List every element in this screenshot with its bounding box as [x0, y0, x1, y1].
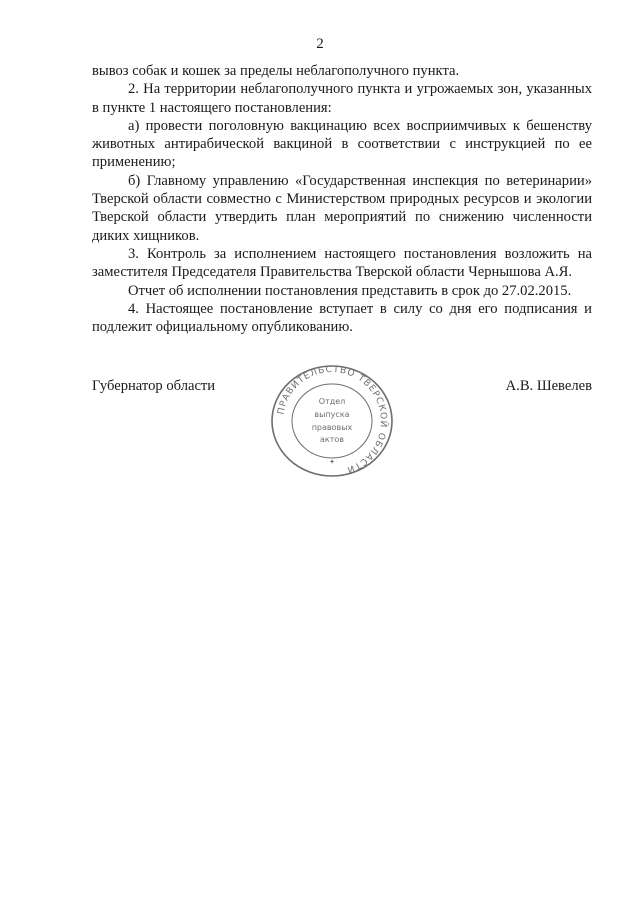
- stamp-line-3: правовых: [311, 423, 353, 432]
- paragraph-2: 2. На территории неблагополучного пункта и угрожаемых зон, указанных в пункте 1 настоящего постановления:: [92, 81, 592, 116]
- stamp-ring-text: ПРАВИТЕЛЬСТВО ТВЕРСКОЙ ОБЛАСТИ: [276, 364, 389, 475]
- signature-name: А.В. Шевелев: [505, 378, 592, 394]
- official-stamp: [269, 364, 395, 478]
- paragraph-4: 4. Настоящее постановление вступает в силу со дня его подписания и подлежит официальному опубликованию.: [92, 300, 592, 336]
- signature-row: [92, 364, 592, 484]
- paragraph-2a: а) провести поголовную вакцинацию всех восприимчивых к бешенству животных антирабической вакциной в соответствии с инструкцией по ее применению;: [92, 117, 592, 171]
- paragraph-2b: б) Главному управлению «Государственная инспекция по ветеринарии» Тверской области совместно с Министерством природных ресурсов и экологии Тверской области утвердить план мероприятий по снижению численности диких хищников.: [92, 172, 592, 244]
- signature-title: Губернатор области: [92, 378, 216, 394]
- stamp-line-4: актов: [319, 435, 345, 444]
- document-body: [92, 62, 592, 336]
- paragraph-1: вывоз собак и кошек за пределы неблагополучного пункта.: [92, 63, 460, 79]
- page-number: 2: [316, 36, 324, 52]
- stamp-line-2: выпуска: [314, 410, 350, 419]
- paragraph-report: Отчет об исполнении постановления представить в срок до 27.02.2015.: [128, 282, 572, 299]
- paragraph-3: 3. Контроль за исполнением настоящего постановления возложить на заместителя Председателя Правительства Тверской области Чернышова А.Я.: [92, 245, 592, 281]
- stamp-line-1: Отдел: [318, 397, 346, 406]
- stamp-inner-ring: [292, 384, 372, 458]
- stamp-star-icon: ✦: [329, 458, 335, 466]
